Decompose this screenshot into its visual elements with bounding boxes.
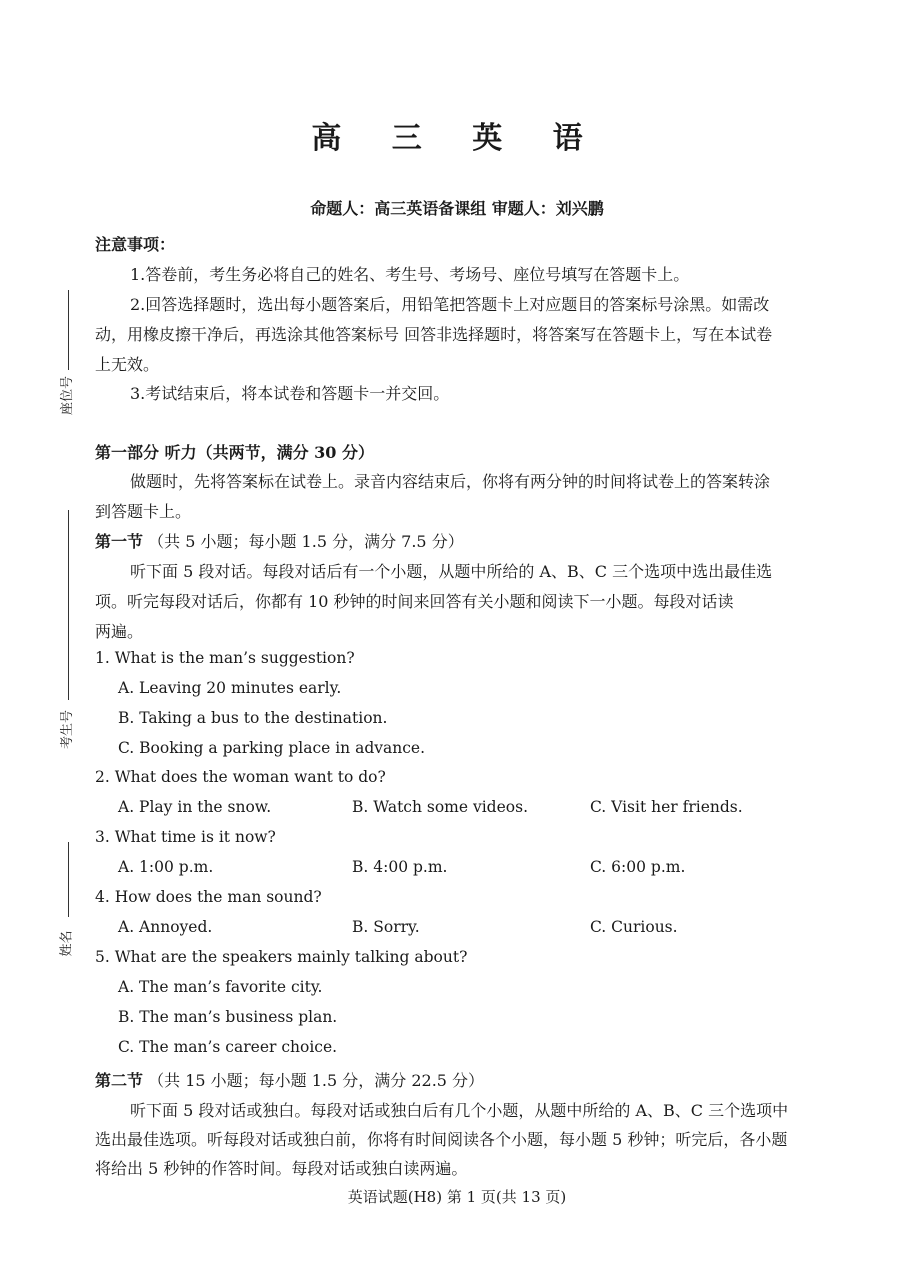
section2-intro-line2: 选出最佳选项。听每段对话或独白前，你将有时间阅读各个小题，每小题 5 秒钟；听完后，各小题 <box>95 1130 788 1149</box>
q3-option-c: C. 6:00 p.m. <box>590 858 686 876</box>
q2-option-a: A. Play in the snow. <box>118 798 272 816</box>
question-4: 4. How does the man sound? <box>95 888 322 906</box>
notes-item-1: 1.答卷前，考生务必将自己的姓名、考生号、考场号、座位号填写在答题卡上。 <box>130 265 690 284</box>
q1-option-b: B. Taking a bus to the destination. <box>118 709 388 727</box>
page-footer: 英语试题(H8) 第 1 页(共 13 页) <box>347 1188 567 1206</box>
q5-option-b: B. The man’s business plan. <box>118 1008 338 1026</box>
notes-item-2-line2: 动，用橡皮擦干净后，再选涂其他答案标号 回答非选择题时，将答案写在答题卡上，写在本试卷 <box>95 325 773 344</box>
section1-info: （共 5 小题；每小题 1.5 分，满分 7.5 分） <box>148 532 464 551</box>
section1-heading <box>95 529 464 552</box>
notes-heading: 注意事项： <box>95 235 176 254</box>
q3-option-a: A. 1:00 p.m. <box>118 858 214 876</box>
q1-option-c: C. Booking a parking place in advance. <box>118 739 426 757</box>
q5-option-a: A. The man’s favorite city. <box>118 978 323 996</box>
seat-line <box>68 290 69 370</box>
name-line <box>68 842 69 917</box>
q2-option-b: B. Watch some videos. <box>352 798 528 816</box>
section1-intro-line3: 两遍。 <box>95 622 144 641</box>
q5-option-c: C. The man’s career choice. <box>118 1038 338 1056</box>
exam-no-label: 考生号 <box>60 709 76 750</box>
section2-label: 第二节 <box>95 1071 144 1090</box>
section1-label: 第一节 <box>95 532 144 551</box>
question-2: 2. What does the woman want to do? <box>95 768 386 786</box>
notes-item-2-line1: 2.回答选择题时，选出每小题答案后，用铅笔把答题卡上对应题目的答案标号涂黑。如需改 <box>130 295 770 314</box>
q4-option-a: A. Annoyed. <box>118 918 213 936</box>
question-3: 3. What time is it now? <box>95 828 276 846</box>
exam-no-line <box>68 510 69 700</box>
q2-option-c: C. Visit her friends. <box>590 798 743 816</box>
part1-intro-line1: 做题时，先将答案标在试卷上。录音内容结束后，你将有两分钟的时间将试卷上的答案转涂 <box>130 472 771 491</box>
section2-info: （共 15 小题；每小题 1.5 分，满分 22.5 分） <box>148 1071 485 1090</box>
q4-option-c: C. Curious. <box>590 918 678 936</box>
section2-heading <box>95 1068 484 1091</box>
name-label: 姓名 <box>59 930 75 957</box>
page-title: 高 三 英 语 <box>311 121 603 156</box>
section2-intro-line1: 听下面 5 段对话或独白。每段对话或独白后有几个小题，从题中所给的 A、B、C 三个选项中 <box>130 1101 789 1120</box>
notes-item-2-line3: 上无效。 <box>95 355 160 374</box>
section1-intro-line2: 项。听完每段对话后，你都有 10 秒钟的时间来回答有关小题和阅读下一小题。每段对话读 <box>95 592 734 611</box>
q4-option-b: B. Sorry. <box>352 918 420 936</box>
notes-item-3: 3.考试结束后，将本试卷和答题卡一并交回。 <box>130 384 450 403</box>
q1-option-a: A. Leaving 20 minutes early. <box>118 679 342 697</box>
seat-label: 座位号 <box>60 375 76 416</box>
section1-intro-line1: 听下面 5 段对话。每段对话后有一个小题，从题中所给的 A、B、C 三个选项中选出最佳选 <box>130 562 773 581</box>
q3-option-b: B. 4:00 p.m. <box>352 858 448 876</box>
authors-line: 命题人：高三英语备课组 审题人：刘兴鹏 <box>310 199 604 218</box>
question-5: 5. What are the speakers mainly talking about? <box>95 948 468 966</box>
question-1: 1. What is the man’s suggestion? <box>95 649 355 667</box>
part1-intro-line2: 到答题卡上。 <box>95 502 192 521</box>
section2-intro-line3: 将给出 5 秒钟的作答时间。每段对话或独白读两遍。 <box>95 1159 468 1178</box>
part1-heading: 第一部分 听力（共两节，满分 30 分） <box>95 443 374 462</box>
